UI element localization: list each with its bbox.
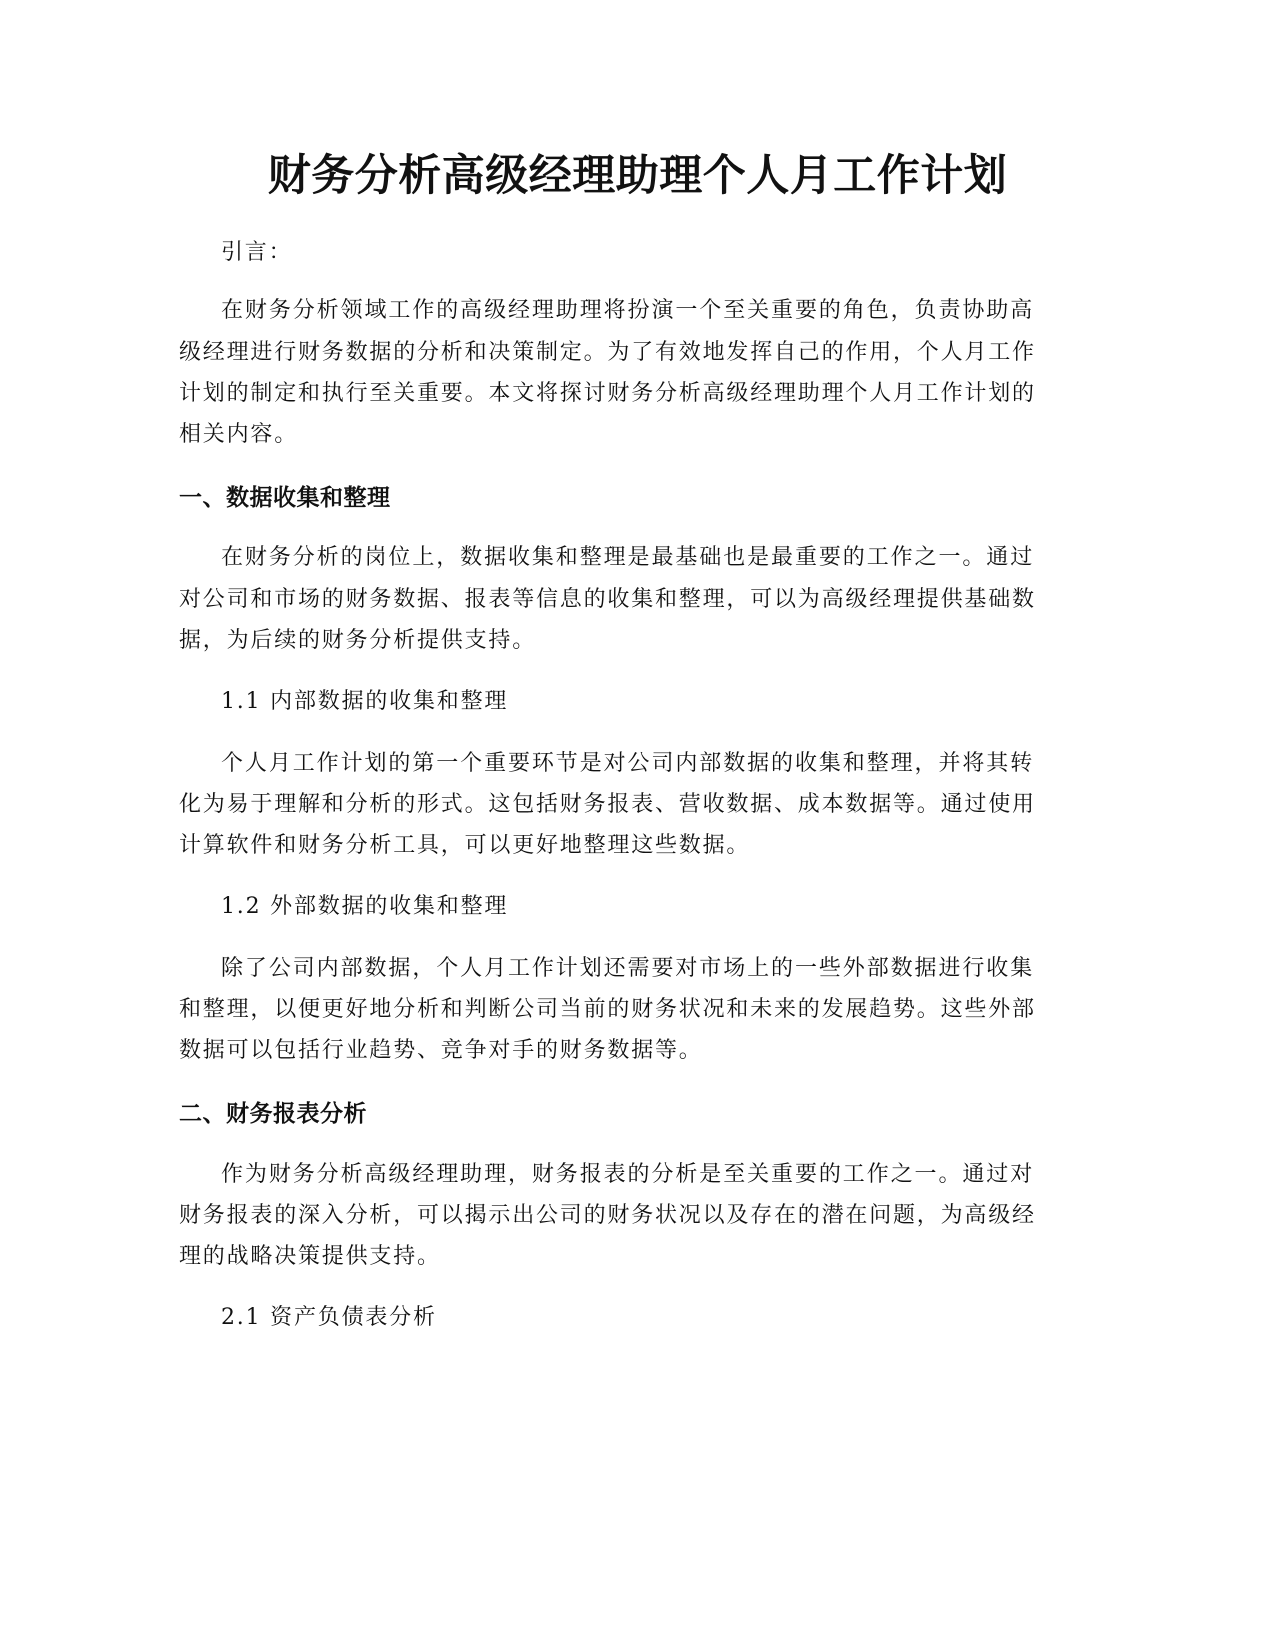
section1-paragraph-line: 在财务分析的岗位上，数据收集和整理是最基础也是最重要的工作之一。通过 <box>221 545 1034 570</box>
subsection-heading-2-1: 2.1 资产负债表分析 <box>221 1305 437 1330</box>
intro-paragraph-line: 计划的制定和执行至关重要。本文将探讨财务分析高级经理助理个人月工作计划的 <box>179 381 1036 406</box>
subsection-heading-1-1: 1.1 内部数据的收集和整理 <box>221 689 509 714</box>
subsection1-2-paragraph-line: 和整理，以便更好地分析和判断公司当前的财务状况和未来的发展趋势。这些外部 <box>179 997 1036 1022</box>
subsection1-1-paragraph-line: 计算软件和财务分析工具，可以更好地整理这些数据。 <box>179 833 751 858</box>
subsection-heading-1-2: 1.2 外部数据的收集和整理 <box>221 894 509 919</box>
document-title: 财务分析高级经理助理个人月工作计划 <box>267 151 1008 201</box>
section1-paragraph-line: 对公司和市场的财务数据、报表等信息的收集和整理，可以为高级经理提供基础数 <box>179 587 1036 612</box>
intro-paragraph-line: 级经理进行财务数据的分析和决策制定。为了有效地发挥自己的作用，个人月工作 <box>179 340 1036 365</box>
section-heading-2: 二、财务报表分析 <box>179 1101 367 1127</box>
section2-paragraph-line: 作为财务分析高级经理助理，财务报表的分析是至关重要的工作之一。通过对 <box>221 1162 1034 1187</box>
section1-paragraph-line: 据，为后续的财务分析提供支持。 <box>179 628 537 653</box>
intro-label: 引言： <box>221 240 293 265</box>
subsection1-1-paragraph-line: 化为易于理解和分析的形式。这包括财务报表、营收数据、成本数据等。通过使用 <box>179 792 1036 817</box>
subsection1-1-paragraph-line: 个人月工作计划的第一个重要环节是对公司内部数据的收集和整理，并将其转 <box>221 751 1034 776</box>
subsection1-2-paragraph-line: 数据可以包括行业趋势、竞争对手的财务数据等。 <box>179 1038 703 1063</box>
intro-paragraph-line: 相关内容。 <box>179 422 299 447</box>
section-heading-1: 一、数据收集和整理 <box>179 485 391 511</box>
section2-paragraph-line: 财务报表的深入分析，可以揭示出公司的财务状况以及存在的潜在问题，为高级经 <box>179 1203 1036 1228</box>
subsection1-2-paragraph-line: 除了公司内部数据，个人月工作计划还需要对市场上的一些外部数据进行收集 <box>221 956 1034 981</box>
intro-paragraph-line: 在财务分析领域工作的高级经理助理将扮演一个至关重要的角色，负责协助高 <box>221 298 1034 323</box>
section2-paragraph-line: 理的战略决策提供支持。 <box>179 1244 441 1269</box>
